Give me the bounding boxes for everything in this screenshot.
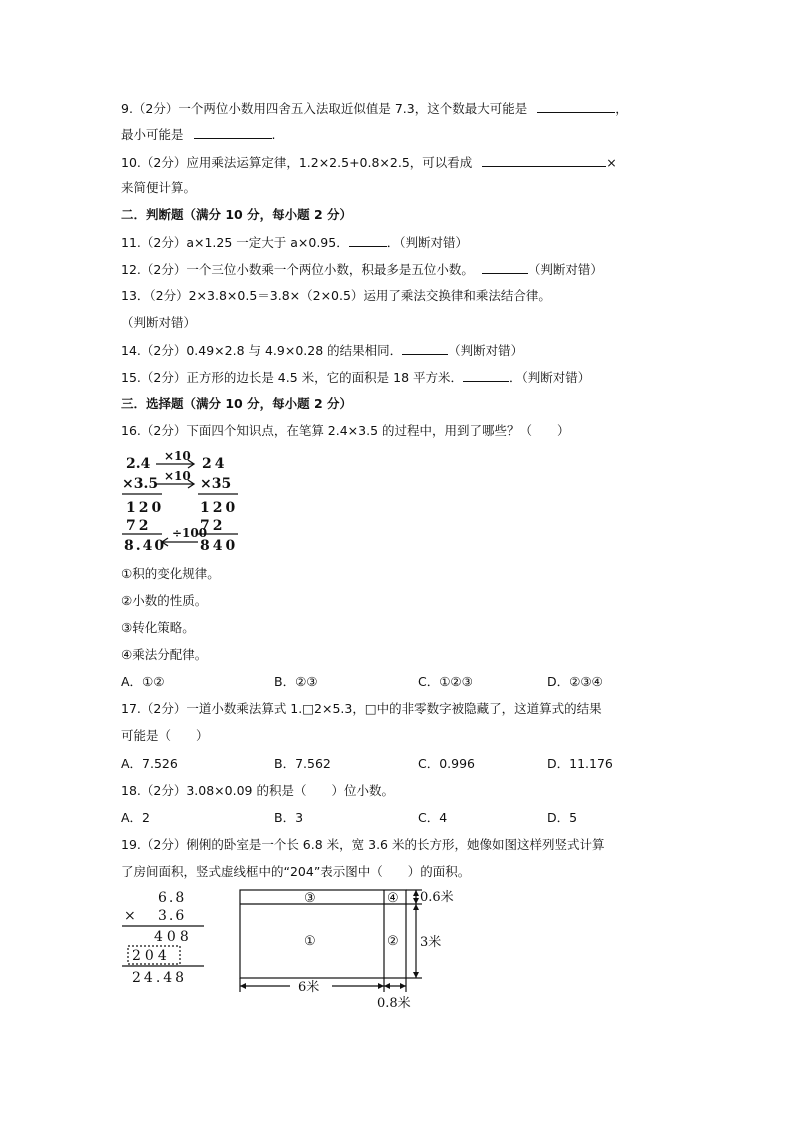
label-divide-100: ÷100 (172, 526, 208, 540)
q16-option-b[interactable]: B．②③ (274, 674, 318, 689)
question-9-line1: 9.（2分）一个两位小数用四舍五入法取近似值是 7.3，这个数最大可能是 ， (121, 101, 628, 116)
question-11: 11.（2分）a×1.25 一定大于 a×0.95． ．（判断对错） (121, 235, 468, 250)
question-14: 14.（2分）0.49×2.8 与 4.9×0.28 的结果相同． （判断对错） (121, 343, 524, 358)
calc-partial-2: 204 (132, 948, 171, 964)
region-4-label: ④ (387, 891, 399, 906)
question-16-stem: 16.（2分）下面四个知识点，在笔算 2.4×3.5 的过程中，用到了哪些？（ ） (121, 423, 570, 438)
question-19-line1: 19.（2分）俐俐的卧室是一个长 6.8 米，宽 3.6 米的长方形，她像如图这样列竖式计算 (121, 837, 605, 852)
calc-partial-1: 408 (154, 929, 193, 945)
q17-option-a[interactable]: A．7.526 (121, 756, 178, 771)
calc-int-result: 840 (200, 538, 239, 554)
q16-option-d[interactable]: D．②③④ (547, 674, 603, 689)
q18-option-c[interactable]: C．4 (418, 810, 448, 825)
question-15: 15.（2分）正方形的边长是 4.5 米，它的面积是 18 平方米． ．（判断对错） (121, 370, 591, 385)
calc-factor-b: 3.6 (158, 908, 187, 924)
q16-item-4: ④乘法分配律。 (121, 647, 208, 662)
question-9-line2: 最小可能是 . (121, 127, 276, 142)
dimension-0-8m: 0.8米 (377, 996, 411, 1010)
calc-factor-a: 6.8 (158, 890, 187, 906)
region-3-label: ③ (304, 891, 316, 906)
q19-room-diagram (232, 886, 464, 1010)
q18-option-d[interactable]: D．5 (547, 810, 578, 825)
q16-item-2: ②小数的性质。 (121, 593, 208, 608)
q17-option-d[interactable]: D．11.176 (547, 756, 613, 771)
question-18-stem: 18.（2分）3.08×0.09 的积是（ ）位小数。 (121, 783, 394, 798)
question-10-line1: 10.（2分）应用乘法运算定律，1.2×2.5+0.8×2.5，可以看成 × (121, 155, 617, 170)
answer-blank[interactable] (402, 342, 448, 355)
q17-option-c[interactable]: C．0.996 (418, 756, 476, 771)
calc-times-sign: × (124, 908, 136, 924)
q17-option-b[interactable]: B．7.562 (274, 756, 331, 771)
q16-option-c[interactable]: C．①②③ (418, 674, 473, 689)
label-times-10-a: ×10 (164, 450, 191, 463)
calc-partial-1: 120 (126, 500, 165, 516)
answer-blank[interactable] (463, 369, 509, 382)
question-17-line1: 17.（2分）一道小数乘法算式 1.□2×5.3，□中的非零数字被隐藏了，这道算式的结果 (121, 701, 602, 716)
dimension-0-6m: 0.6米 (420, 890, 454, 905)
dimension-6m: 6米 (298, 980, 320, 995)
question-19-line2: 了房间面积，竖式虚线框中的“204”表示图中（ ）的面积。 (121, 864, 471, 879)
question-17-line2: 可能是（ ） (121, 728, 209, 743)
question-10-line2: 来简便计算。 (121, 180, 197, 195)
q16-item-3: ③转化策略。 (121, 620, 195, 635)
dimension-3m: 3米 (420, 935, 442, 950)
question-12: 12.（2分）一个三位小数乘一个两位小数，积最多是五位小数。 （判断对错） (121, 262, 603, 277)
calc-partial-2: 72 (126, 518, 152, 534)
section-2-heading: 二．判断题（满分 10 分，每小题 2 分） (121, 207, 353, 222)
q16-option-a[interactable]: A．①② (121, 674, 165, 689)
answer-blank[interactable] (482, 261, 528, 274)
answer-blank[interactable] (194, 126, 272, 139)
calc-result: 8.40 (124, 538, 167, 554)
calc-int-partial-2: 72 (200, 518, 226, 534)
q16-vertical-calculation (120, 450, 250, 554)
label-times-10-b: ×10 (164, 469, 191, 483)
question-13-line2: （判断对错） (121, 315, 197, 330)
q19-vertical-calculation (118, 886, 214, 986)
q18-option-b[interactable]: B．3 (274, 810, 304, 825)
calc-int-b: ×35 (200, 476, 232, 492)
q16-item-1: ①积的变化规律。 (121, 566, 220, 581)
calc-int-partial-1: 120 (200, 500, 239, 516)
room-rectangle (240, 890, 406, 978)
calc-result: 24.48 (132, 970, 188, 986)
region-1-label: ① (304, 934, 316, 949)
question-13-line1: 13．（2分）2×3.8×0.5＝3.8×（2×0.5）运用了乘法交换律和乘法结合律。 (121, 288, 551, 303)
answer-blank[interactable] (349, 234, 387, 247)
calc-int-a: 24 (202, 456, 228, 472)
calc-factor-a: 2.4 (126, 456, 151, 472)
section-3-heading: 三．选择题（满分 10 分，每小题 2 分） (121, 396, 353, 411)
calc-factor-b: ×3.5 (122, 476, 159, 492)
answer-blank[interactable] (482, 154, 606, 167)
region-2-label: ② (387, 934, 399, 949)
q18-option-a[interactable]: A．2 (121, 810, 151, 825)
answer-blank[interactable] (537, 100, 615, 113)
